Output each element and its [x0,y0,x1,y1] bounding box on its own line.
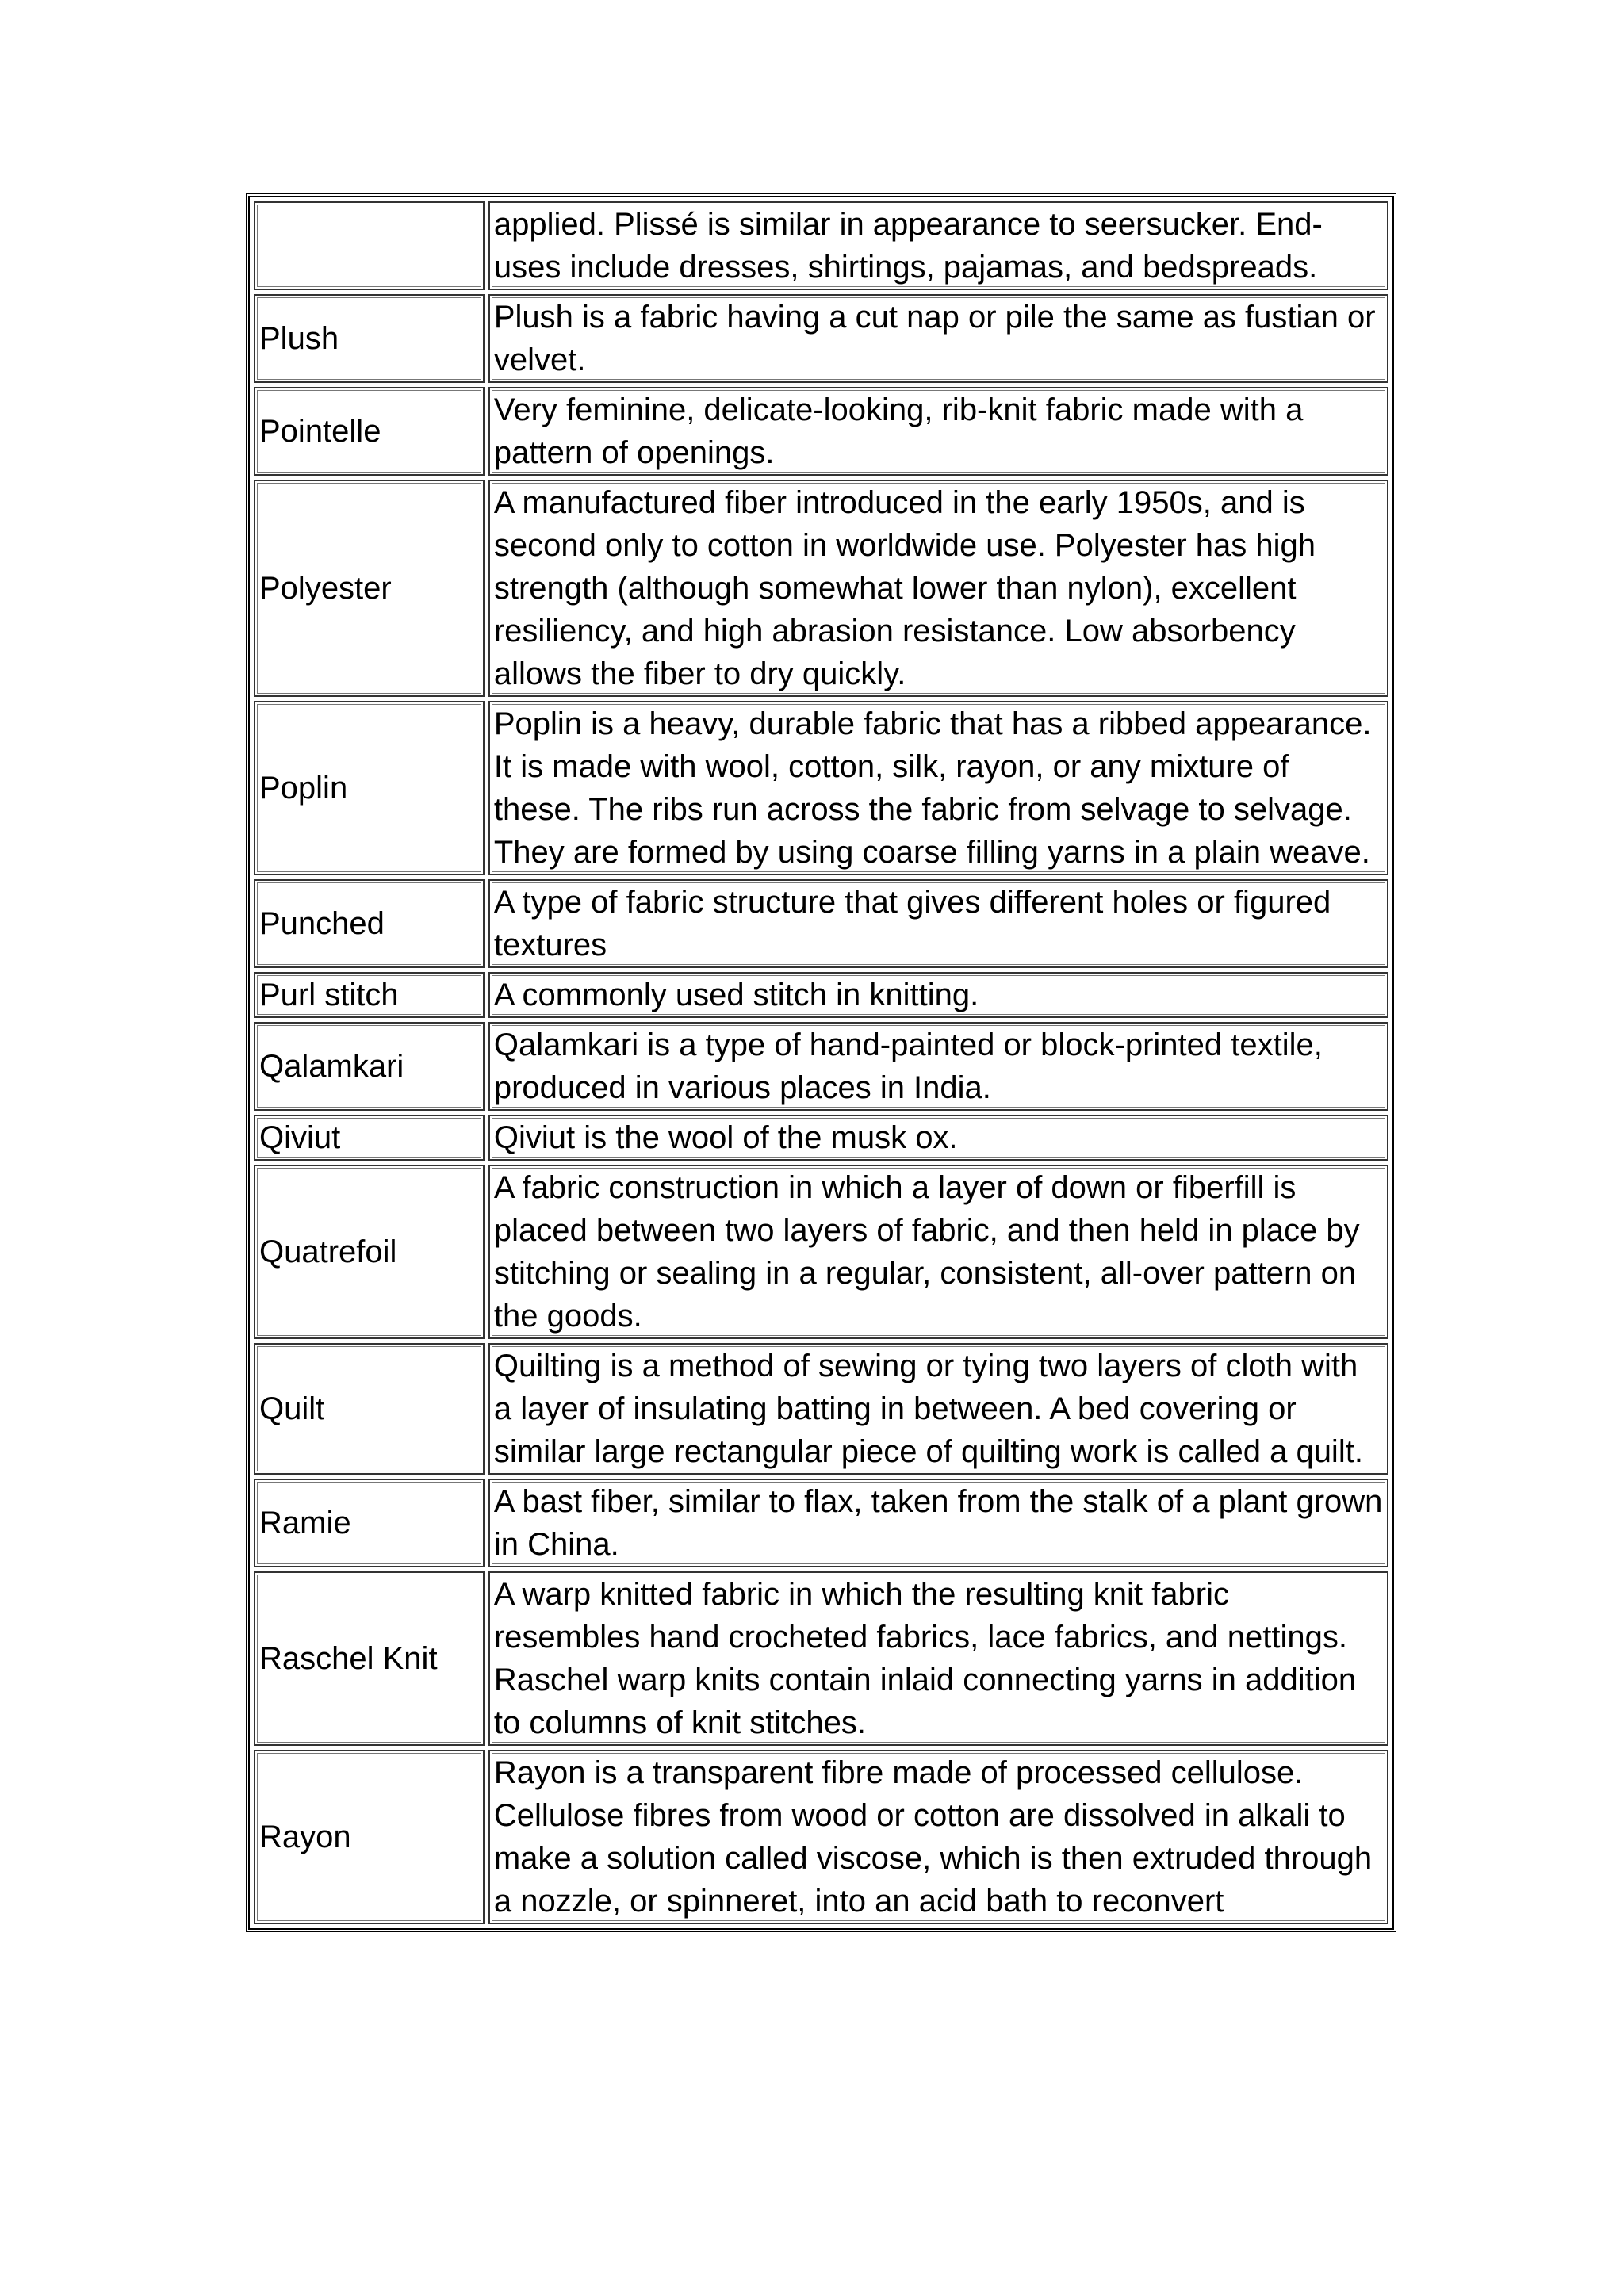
definition-cell: applied. Plissé is similar in appearance to seersucker. End-uses include dresses, shirtings, pajamas, and bedspreads. [488,201,1388,290]
term-cell: Rayon [254,1750,485,1924]
definition-cell: A commonly used stitch in knitting. [488,972,1388,1018]
table-row [254,1750,1388,1924]
term-cell [254,201,485,290]
definition-cell: A bast fiber, similar to flax, taken from the stalk of a plant grown in China. [488,1479,1388,1567]
definition-cell: Poplin is a heavy, durable fabric that has a ribbed appearance. It is made with wool, cotton, silk, rayon, or any mixture of these. The ribs run across the fabric from selvage to selvage. They are formed by using coarse filling yarns in a plain weave. [488,701,1388,875]
term-cell: Poplin [254,701,485,875]
definition-cell: A type of fabric structure that gives different holes or figured textures [488,879,1388,968]
term-cell: Qiviut [254,1115,485,1161]
table-row [254,1022,1388,1111]
glossary-table [248,196,1394,1930]
term-cell: Plush [254,294,485,383]
term-cell: Quatrefoil [254,1165,485,1339]
definition-cell: A fabric construction in which a layer of down or fiberfill is placed between two layers of fabric, and then held in place by stitching or sealing in a regular, consistent, all-over pattern on the goods. [488,1165,1388,1339]
term-cell: Raschel Knit [254,1571,485,1746]
term-cell: Pointelle [254,387,485,476]
table-row [254,387,1388,476]
table-row [254,480,1388,697]
definition-cell: Quilting is a method of sewing or tying two layers of cloth with a layer of insulating batting in between. A bed covering or similar large rectangular piece of quilting work is called a quilt. [488,1343,1388,1475]
table-row [254,701,1388,875]
term-cell: Polyester [254,480,485,697]
definition-cell: Rayon is a transparent fibre made of processed cellulose. Cellulose fibres from wood or cotton are dissolved in alkali to make a solution called viscose, which is then extruded through a nozzle, or spinneret, into an acid bath to reconvert [488,1750,1388,1924]
table-row [254,972,1388,1018]
table-row [254,1571,1388,1746]
definition-cell: Very feminine, delicate-looking, rib-knit fabric made with a pattern of openings. [488,387,1388,476]
definition-cell: Qiviut is the wool of the musk ox. [488,1115,1388,1161]
table-row [254,1479,1388,1567]
term-cell: Purl stitch [254,972,485,1018]
definition-cell: Plush is a fabric having a cut nap or pile the same as fustian or velvet. [488,294,1388,383]
definition-cell: Qalamkari is a type of hand-painted or block-printed textile, produced in various places in India. [488,1022,1388,1111]
term-cell: Ramie [254,1479,485,1567]
table-row [254,201,1388,290]
definition-cell: A manufactured fiber introduced in the early 1950s, and is second only to cotton in worldwide use. Polyester has high strength (although somewhat lower than nylon), excellent resiliency, and high abrasion resistance. Low absorbency allows the fiber to dry quickly. [488,480,1388,697]
term-cell: Punched [254,879,485,968]
table-row [254,1343,1388,1475]
definition-cell: A warp knitted fabric in which the resulting knit fabric resembles hand crocheted fabrics, lace fabrics, and nettings. Raschel warp knits contain inlaid connecting yarns in addition to columns of knit stitches. [488,1571,1388,1746]
table-row [254,1115,1388,1161]
table-row [254,879,1388,968]
table-row [254,294,1388,383]
term-cell: Qalamkari [254,1022,485,1111]
table-row [254,1165,1388,1339]
term-cell: Quilt [254,1343,485,1475]
